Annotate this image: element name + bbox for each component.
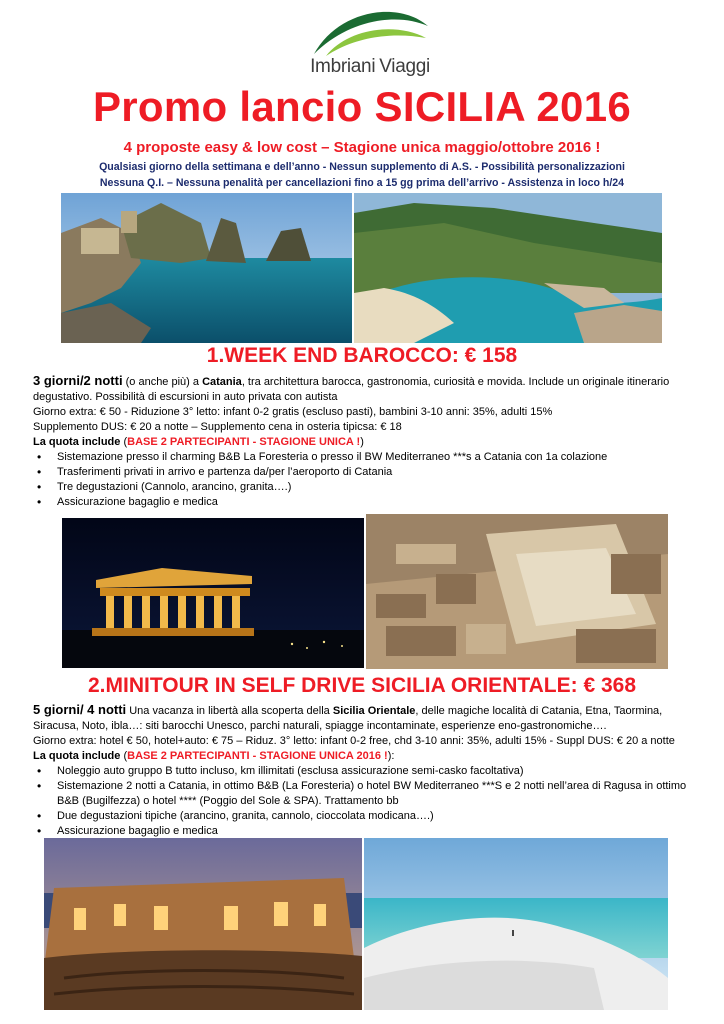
offer1-includes-close: ) xyxy=(360,436,364,448)
logo-wordmark xyxy=(300,56,440,78)
offer2-includes-label: La quota include xyxy=(33,750,121,762)
logo-brand-b: Viaggi xyxy=(379,56,430,77)
tagline-line-2: Nessuna Q.I. – Nessuna penalità per cancellazioni fino a 15 gg prima dell’arrivo - Assistenza in loco h/24 xyxy=(99,177,625,189)
photo-temple-concordia-night xyxy=(62,518,364,668)
offer2-intro xyxy=(33,702,703,734)
offer2-title: 2.MINITOUR IN SELF DRIVE SICILIA ORIENTALE: € 368 xyxy=(87,674,637,697)
list-item: • Assicurazione bagaglio e medica xyxy=(33,495,703,510)
offer1-includes-label: La quota include xyxy=(33,436,121,448)
list-item: • Due degustazioni tipiche (arancino, granita, cannolo, cioccolata modicana….) xyxy=(33,809,703,824)
list-item: • Tre degustazioni (Cannolo, arancino, granita….) xyxy=(33,480,703,495)
offer1-title: 1.WEEK END BAROCCO: € 158 xyxy=(206,344,518,367)
list-item: • Trasferimenti privati in arrivo e partenza da/per l’aeroporto di Catania xyxy=(33,465,703,480)
offer1-city: Catania xyxy=(202,376,242,388)
offer2-includes-list xyxy=(33,764,703,839)
offer2-intro-b: , delle magiche località di Catania, Etna, Taormina, Siracusa, Noto, ibla…: siti barocchi Unesco, parchi naturali, spiagge incontaminate, esperienze eno-gastronomiche…. xyxy=(33,705,663,732)
offer1-body xyxy=(33,373,703,510)
offer1-includes-note: BASE 2 PARTECIPANTI - STAGIONE UNICA ! xyxy=(127,436,361,448)
page-subtitle: 4 proposte easy & low cost – Stagione unica maggio/ottobre 2016 ! xyxy=(123,139,601,156)
offer1-includes-list xyxy=(33,450,703,510)
offer1-extra-1: Giorno extra: € 50 - Riduzione 3° letto: infant 0-2 gratis (escluso pasti), bambini 3-10 anni: 35%, adulti 15% xyxy=(33,406,553,418)
offer2-includes-line xyxy=(33,749,703,764)
logo-brand-a: Imbriani xyxy=(310,56,376,77)
list-item: • Assicurazione bagaglio e medica xyxy=(33,824,703,839)
offer1-extra-2: Supplemento DUS: € 20 a notte – Supplemento cena in osteria tipicsa: € 18 xyxy=(33,421,402,433)
list-item: • Sistemazione 2 notti a Catania, in ottimo B&B (La Foresteria) o hotel BW Mediterraneo ***S e 2 notti nell’area di Ragusa in ottimo B&B (Bugilfezza) o hotel **** (Poggio del Sole & SPA). Trattamento bb xyxy=(33,779,703,809)
list-item: • Sistemazione presso il charming B&B La Foresteria o presso il BW Mediterraneo ***s a Catania con 1a colazione xyxy=(33,450,703,465)
logo-swoosh-icon xyxy=(308,4,432,60)
offer2-intro-a: Una vacanza in libertà alla scoperta della xyxy=(126,705,333,717)
photo-scopello-faraglioni xyxy=(61,193,352,343)
list-item: • Noleggio auto gruppo B tutto incluso, km illimitati (esclusa assicurazione semi-casko facoltativa) xyxy=(33,764,703,779)
photo-zingaro-beach xyxy=(354,193,662,343)
page-title: Promo lancio SICILIA 2016 xyxy=(92,83,632,130)
offer2-duration: 5 giorni/ 4 notti xyxy=(33,702,127,717)
offer1-includes-open: ( xyxy=(120,436,128,448)
offer1-includes-line xyxy=(33,435,703,450)
photo-scala-dei-turchi xyxy=(364,838,668,1010)
offer2-region: Sicilia Orientale xyxy=(332,705,416,717)
offer1-duration: 3 giorni/2 notti xyxy=(33,373,123,388)
offer2-body xyxy=(33,702,703,839)
offer2-includes-open: ( xyxy=(120,750,128,762)
photo-aerial-baroque-town xyxy=(366,514,668,669)
tagline-line-1: Qualsiasi giorno della settimana e dell’anno - Nessun supplemento di A.S. - Possibilità personalizzazioni xyxy=(99,161,625,173)
offer1-intro xyxy=(33,373,703,405)
company-logo xyxy=(300,4,440,84)
offer2-includes-note: BASE 2 PARTECIPANTI - STAGIONE UNICA 2016 ! xyxy=(127,750,388,762)
offer2-includes-close: ): xyxy=(387,750,395,762)
photo-taormina-theatre xyxy=(44,838,362,1010)
offer1-intro-a: (o anche più) a xyxy=(122,376,203,388)
offer2-extra-1: Giorno extra: hotel € 50, hotel+auto: € 75 – Riduz. 3° letto: infant 0-2 free, chd 3-10 anni: 35%, adulti 15% - Suppl DUS: € 20 a notte xyxy=(33,735,675,747)
offer1-intro-b: , tra architettura barocca, gastronomia, curiosità e movida. Include un originale itinerario degustativo. Possibilità di escursioni in auto privata con autista xyxy=(33,376,670,403)
